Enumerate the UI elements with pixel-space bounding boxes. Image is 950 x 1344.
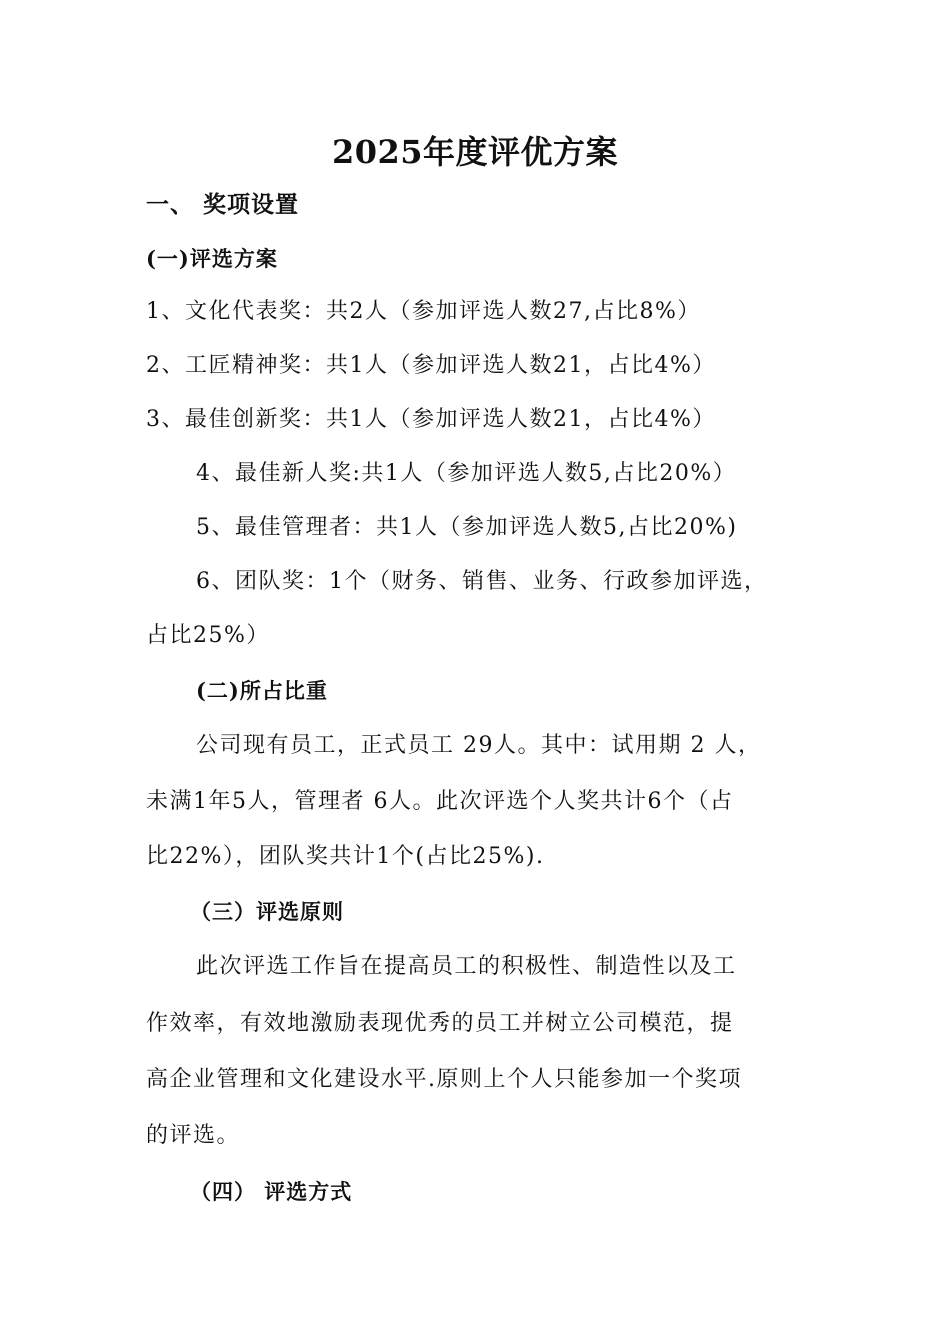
subheading-proportion: (二)所占比重 (196, 678, 328, 703)
award-line-1: 1、文化代表奖：共2人（参加评选人数27,占比8%） (146, 299, 701, 324)
principles-paragraph-line-3: 高企业管理和文化建设水平.原则上个人只能参加一个奖项 (146, 1067, 742, 1092)
section-heading-award-settings: 一、 奖项设置 (146, 191, 300, 218)
document-title: 2025年度评优方案 (331, 133, 619, 171)
award-line-4: 4、最佳新人奖:共1人（参加评选人数5,占比20%） (196, 461, 737, 486)
principles-paragraph-line-4: 的评选。 (146, 1123, 241, 1148)
award-line-5: 5、最佳管理者：共1人（参加评选人数5,占比20%) (196, 515, 738, 540)
principles-paragraph-line-2: 作效率，有效地激励表现优秀的员工并树立公司模范，提 (146, 1011, 734, 1036)
subheading-principles: （三）评选原则 (190, 899, 344, 924)
proportion-paragraph-line-3: 比22%），团队奖共计1个(占比25%). (146, 844, 545, 869)
award-line-6: 6、团队奖：1个（财务、销售、业务、行政参加评选， (196, 569, 768, 594)
proportion-paragraph-line-2: 未满1年5人，管理者 6人。此次评选个人奖共计6个（占 (146, 789, 734, 814)
principles-paragraph-line-1: 此次评选工作旨在提高员工的积极性、制造性以及工 (196, 954, 737, 979)
award-line-6-continued: 占比25%） (146, 623, 270, 648)
subheading-selection-plan: (一)评选方案 (146, 246, 278, 271)
proportion-paragraph-line-1: 公司现有员工，正式员工 29人。其中：试用期 2 人， (196, 733, 762, 758)
award-line-3: 3、最佳创新奖：共1人（参加评选人数21，占比4%） (146, 407, 716, 432)
subheading-selection-method: （四） 评选方式 (190, 1179, 353, 1204)
award-line-2: 2、工匠精神奖：共1人（参加评选人数21，占比4%） (146, 353, 716, 378)
